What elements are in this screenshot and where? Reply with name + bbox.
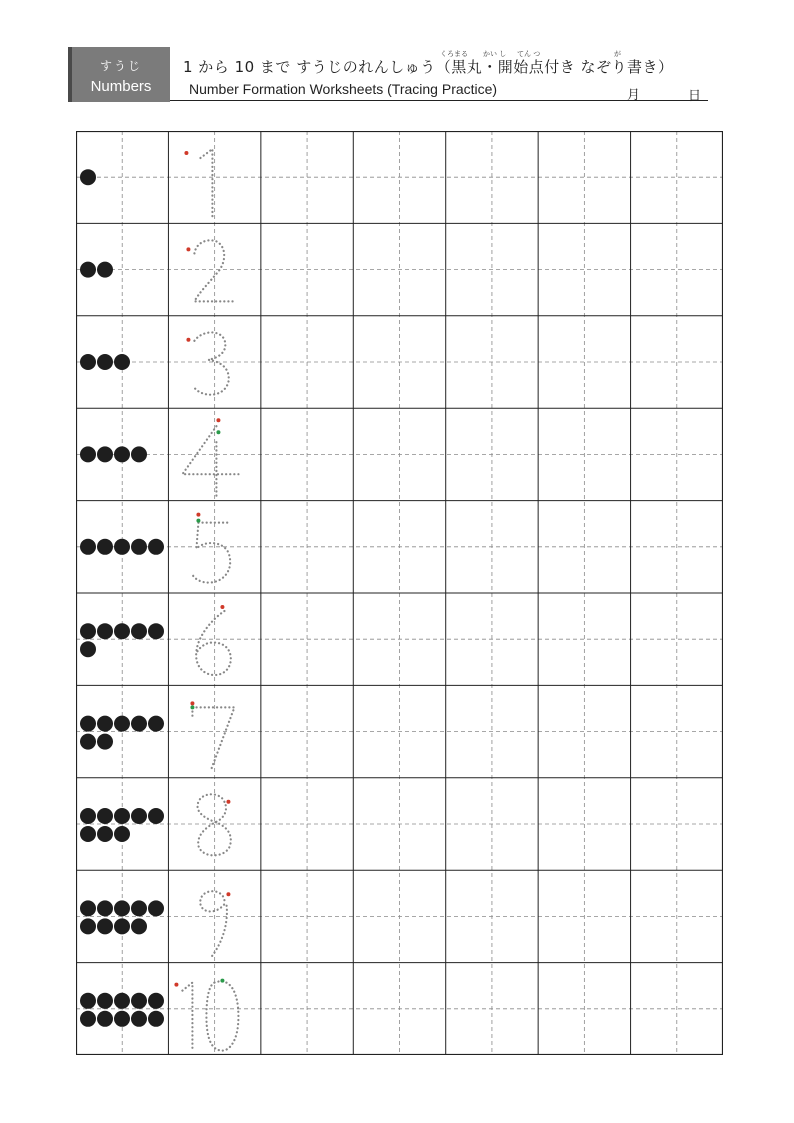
counter-dot <box>114 1011 130 1027</box>
counter-dot <box>80 539 96 555</box>
counter-dot <box>80 826 96 842</box>
tracing-stroke <box>196 611 231 675</box>
counter-dot <box>148 623 164 639</box>
start-point-marker <box>190 701 194 705</box>
counter-dot <box>97 734 113 750</box>
date-day-label: 日 <box>688 89 702 104</box>
tracing-stroke <box>200 891 227 958</box>
start-point-marker <box>186 247 190 251</box>
counter-dot <box>131 918 147 934</box>
tracing-stroke <box>194 332 228 394</box>
tracing-number-9 <box>200 891 230 958</box>
counter-dot <box>114 918 130 934</box>
counter-dot <box>114 446 130 462</box>
counter-dot <box>97 354 113 370</box>
badge-kana: すうじ <box>99 59 142 73</box>
counter-dot <box>148 993 164 1009</box>
ruby-kaishi: かい し <box>483 50 507 58</box>
start-point-marker <box>220 979 224 983</box>
counter-dot <box>114 900 130 916</box>
counter-dot <box>97 918 113 934</box>
ruby-kuromaru: くろまる <box>440 50 468 58</box>
start-point-marker <box>196 519 200 523</box>
counter-dot <box>114 808 130 824</box>
counter-dot <box>131 446 147 462</box>
tracing-stroke <box>198 794 231 855</box>
counter-dot <box>131 993 147 1009</box>
counter-dot <box>80 734 96 750</box>
counter-dot <box>97 900 113 916</box>
counter-dot <box>131 900 147 916</box>
counter-dot <box>80 169 96 185</box>
start-point-marker <box>190 705 194 709</box>
counter-dot <box>80 354 96 370</box>
start-point-marker <box>220 605 224 609</box>
counter-dot <box>114 993 130 1009</box>
start-point-marker <box>216 418 220 422</box>
counter-dot <box>97 262 113 278</box>
counter-dot <box>80 918 96 934</box>
counter-dot <box>131 1011 147 1027</box>
start-point-marker <box>216 430 220 434</box>
counter-dot <box>80 623 96 639</box>
start-point-marker <box>174 983 178 987</box>
ruby-tentsu: てん つ <box>517 50 541 58</box>
counter-dot <box>131 716 147 732</box>
tracing-number-4 <box>182 418 238 496</box>
date-month-label: 月 <box>627 88 641 103</box>
counter-dot <box>97 446 113 462</box>
tracing-stroke <box>192 523 230 583</box>
tracing-stroke <box>192 707 234 771</box>
tracing-stroke <box>182 426 238 474</box>
subject-badge <box>68 47 170 102</box>
tracing-number-7 <box>190 701 234 771</box>
badge-english: Numbers <box>90 78 152 95</box>
tracing-number-6 <box>196 605 231 675</box>
tracing-stroke <box>182 983 192 1051</box>
counter-dot <box>97 1011 113 1027</box>
counter-dot <box>80 262 96 278</box>
counter-dot <box>97 993 113 1009</box>
counter-dot <box>114 539 130 555</box>
counter-dot <box>97 623 113 639</box>
counter-dot <box>114 716 130 732</box>
counter-dot <box>97 716 113 732</box>
counter-dot <box>148 808 164 824</box>
tracing-stroke <box>200 149 212 219</box>
start-point-marker <box>226 892 230 896</box>
counter-dot <box>131 808 147 824</box>
counter-dot <box>97 826 113 842</box>
start-point-marker <box>196 513 200 517</box>
ruby-ga: が <box>614 50 621 58</box>
counter-dot <box>131 623 147 639</box>
tracing-number-5 <box>192 513 230 583</box>
tracing-number-2 <box>186 240 234 301</box>
page-title-japanese: 1 から 10 まで すうじのれんしゅう（黒丸・開始点付き なぞり書き） <box>183 58 674 76</box>
counter-dot <box>80 446 96 462</box>
tracing-number-1 <box>184 149 212 219</box>
counter-dot <box>114 354 130 370</box>
start-point-marker <box>186 338 190 342</box>
counter-dot <box>148 900 164 916</box>
tracing-number-10 <box>174 979 238 1051</box>
worksheet-grid-svg <box>76 131 723 1055</box>
counter-dot <box>80 900 96 916</box>
counter-dot <box>80 993 96 1009</box>
counter-dot <box>148 716 164 732</box>
counter-dot <box>80 1011 96 1027</box>
counter-dot <box>114 623 130 639</box>
counter-dot <box>97 808 113 824</box>
counter-dot <box>148 1011 164 1027</box>
counter-dot <box>131 539 147 555</box>
tracing-number-8 <box>198 794 231 855</box>
counter-dot <box>148 539 164 555</box>
start-point-marker <box>184 151 188 155</box>
counter-dot <box>114 826 130 842</box>
counter-dot <box>80 716 96 732</box>
tracing-number-3 <box>186 332 228 394</box>
worksheet-grid <box>76 131 723 1055</box>
start-point-marker <box>226 800 230 804</box>
counter-dot <box>97 539 113 555</box>
counter-dot <box>80 641 96 657</box>
tracing-stroke <box>206 981 238 1050</box>
counter-dot <box>80 808 96 824</box>
page-title-english: Number Formation Worksheets (Tracing Practice) <box>189 81 498 97</box>
